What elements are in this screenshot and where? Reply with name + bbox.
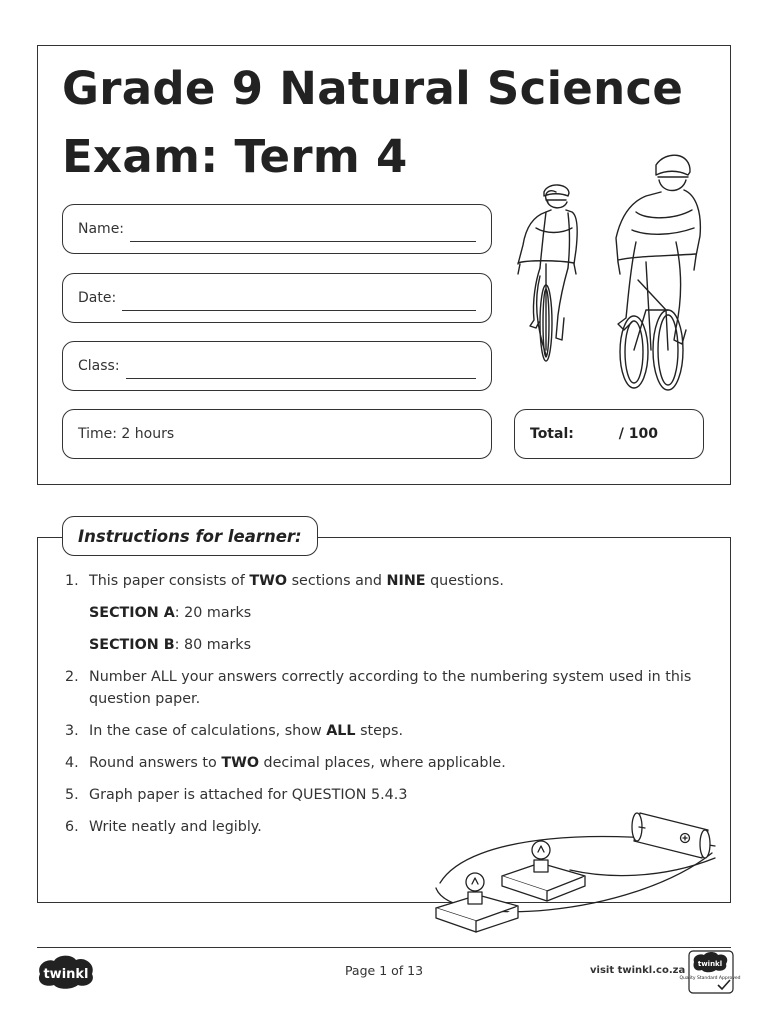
quality-standard-badge-icon (679, 950, 741, 994)
total-value: / 100 (618, 426, 658, 442)
time-field (62, 409, 492, 459)
total-box (514, 409, 704, 459)
instructions-list (62, 570, 704, 848)
instruction-number: 6. (65, 819, 79, 835)
section-b-marks: SECTION B: 80 marks (89, 637, 252, 653)
title-line-1: Grade 9 Natural Science (62, 62, 684, 115)
class-field[interactable] (62, 341, 492, 391)
name-label: Name: (78, 221, 125, 237)
badge-subtext: Quality Standard Approved (679, 976, 741, 981)
cyclist-right-icon (616, 155, 700, 390)
instruction-item-6: 6. Write neatly and legibly. (62, 816, 704, 838)
instruction-item-1: 1. This paper consists of TWO sections and NINE questions. (62, 570, 704, 592)
badge-text: twinkl (697, 960, 723, 968)
battery-icon (632, 813, 710, 858)
instruction-item-2: 2. Number ALL your answers correctly according to the numbering system used in this question paper. (62, 666, 704, 710)
instruction-item-5: 5. Graph paper is attached for QUESTION 5.4.3 (62, 784, 704, 806)
instructions-heading: Instructions for learner: (78, 526, 302, 546)
page-number: Page 1 of 13 (344, 963, 424, 978)
title-line-2: Exam: Term 4 (62, 130, 408, 183)
electric-circuit-illustration-icon (430, 808, 730, 933)
name-field[interactable] (62, 204, 492, 254)
cyclist-left-icon (518, 185, 577, 361)
instruction-number: 3. (65, 723, 79, 739)
footer-divider (37, 947, 731, 948)
time-label: Time: 2 hours (78, 426, 175, 442)
name-line[interactable] (130, 217, 476, 242)
logo-text: twinkl (43, 967, 89, 982)
section-a-marks: SECTION A: 20 marks (89, 605, 252, 621)
instruction-number: 1. (65, 573, 79, 589)
instruction-number: 2. (65, 669, 79, 685)
date-line[interactable] (122, 286, 476, 311)
instruction-item-3: 3. In the case of calculations, show ALL steps. (62, 720, 704, 742)
instruction-item-4: 4. Round answers to TWO decimal places, where applicable. (62, 752, 704, 774)
instructions-tab (62, 516, 318, 556)
instruction-number: 4. (65, 755, 79, 771)
instruction-number: 5. (65, 787, 79, 803)
visit-link[interactable]: visit twinkl.co.za (590, 965, 686, 976)
date-label: Date: (78, 290, 117, 306)
date-field[interactable] (62, 273, 492, 323)
total-label: Total: (530, 426, 574, 442)
class-label: Class: (78, 358, 120, 374)
cyclists-illustration-icon (506, 150, 706, 395)
class-line[interactable] (126, 354, 476, 379)
